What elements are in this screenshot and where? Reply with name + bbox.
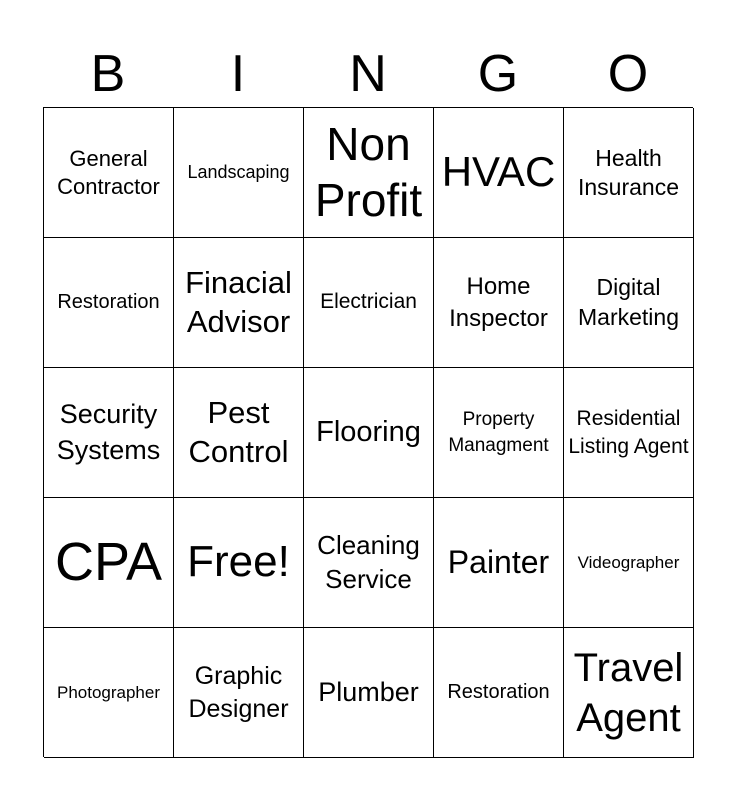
bingo-cell[interactable]: Restoration <box>44 238 174 368</box>
header-letter-i: I <box>230 45 246 103</box>
bingo-cell[interactable]: Cleaning Service <box>304 498 434 628</box>
bingo-cell[interactable]: Digital Marketing <box>564 238 694 368</box>
bingo-cell[interactable]: Property Managment <box>434 368 564 498</box>
header-letter-g: G <box>477 45 519 103</box>
bingo-cell[interactable]: Electrician <box>304 238 434 368</box>
bingo-cell[interactable]: Home Inspector <box>434 238 564 368</box>
bingo-cell[interactable]: General Contractor <box>44 108 174 238</box>
bingo-cell[interactable]: Pest Control <box>174 368 304 498</box>
bingo-cell[interactable]: Restoration <box>434 628 564 758</box>
header-letter-n: N <box>349 45 387 103</box>
bingo-cell[interactable]: Free! <box>174 498 304 628</box>
bingo-cell[interactable]: Videographer <box>564 498 694 628</box>
bingo-cell[interactable]: Photographer <box>44 628 174 758</box>
bingo-cell[interactable]: Travel Agent <box>564 628 694 758</box>
bingo-cell[interactable]: Flooring <box>304 368 434 498</box>
bingo-cell[interactable]: Non Profit <box>304 108 434 238</box>
bingo-board <box>43 107 693 757</box>
bingo-cell[interactable]: Painter <box>434 498 564 628</box>
bingo-cell[interactable]: CPA <box>44 498 174 628</box>
header-letter-b: B <box>90 45 126 103</box>
header-letter-o: O <box>607 45 649 103</box>
bingo-cell[interactable]: Graphic Designer <box>174 628 304 758</box>
bingo-cell[interactable]: HVAC <box>434 108 564 238</box>
bingo-cell[interactable]: Finacial Advisor <box>174 238 304 368</box>
bingo-cell[interactable]: Residential Listing Agent <box>564 368 694 498</box>
bingo-cell[interactable]: Health Insurance <box>564 108 694 238</box>
bingo-cell[interactable]: Plumber <box>304 628 434 758</box>
bingo-cell[interactable]: Security Systems <box>44 368 174 498</box>
bingo-header <box>43 40 693 108</box>
bingo-cell[interactable]: Landscaping <box>174 108 304 238</box>
